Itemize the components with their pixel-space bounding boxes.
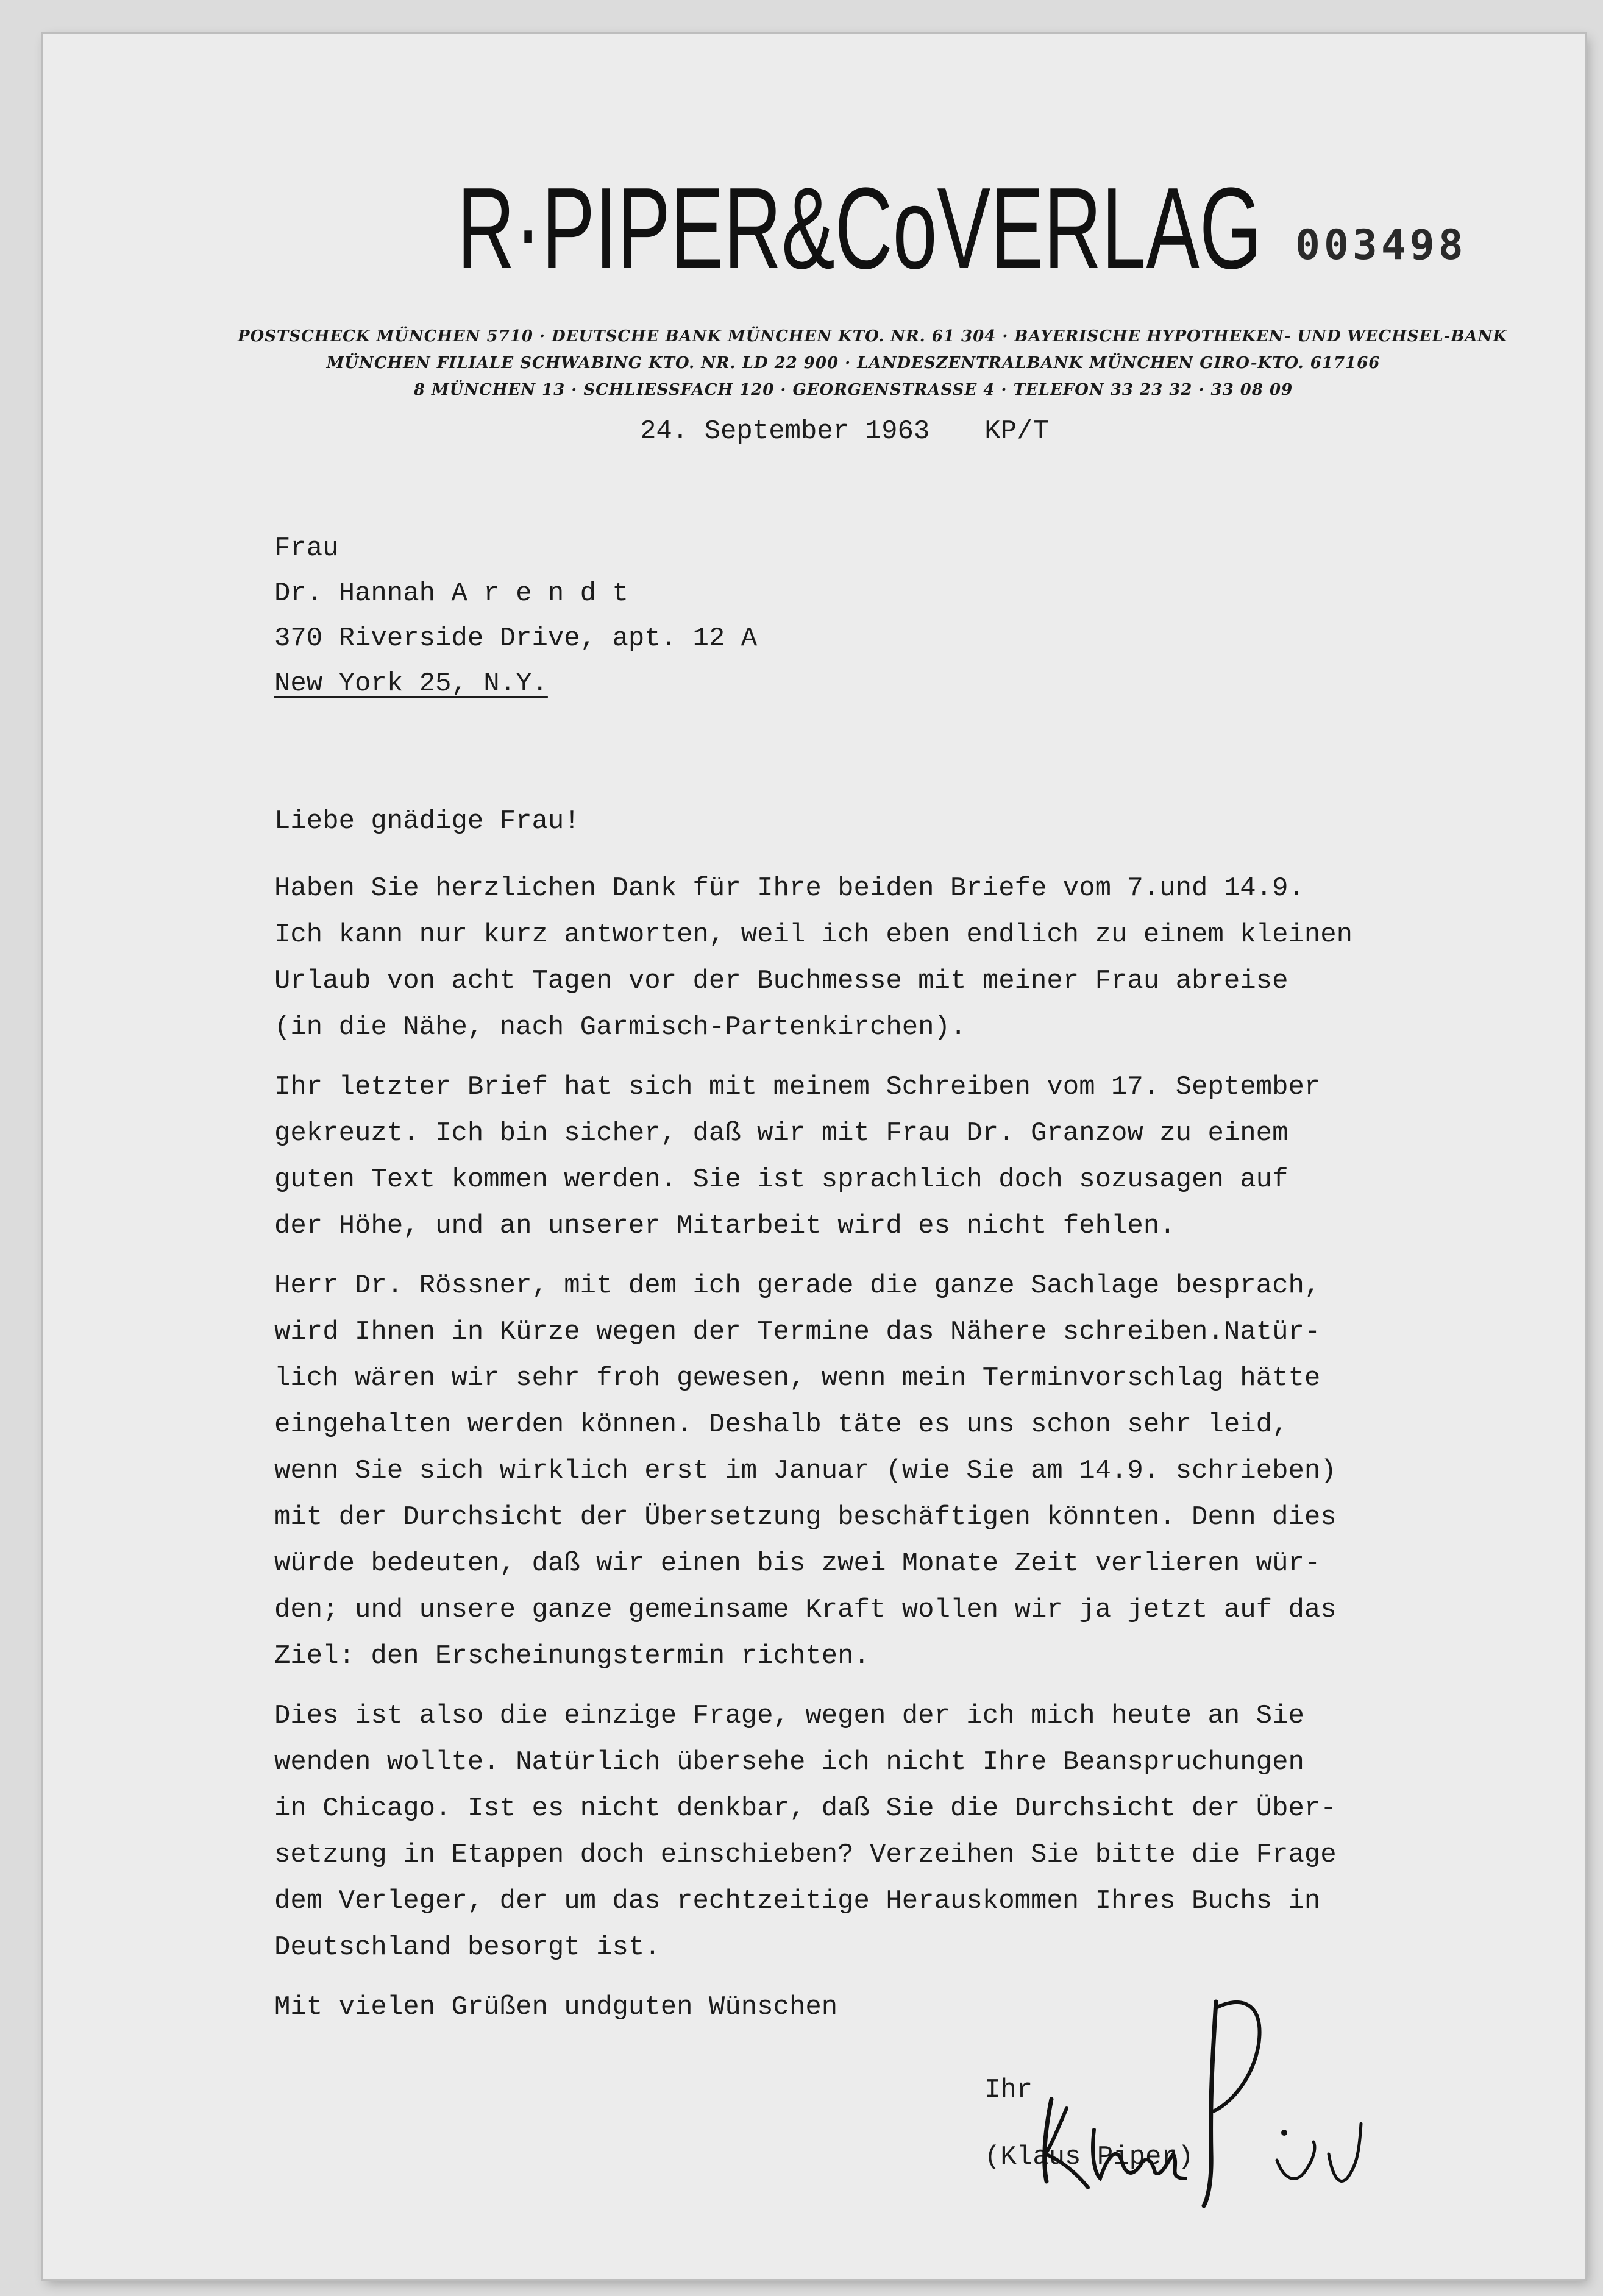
- address-line: Frau: [274, 533, 339, 564]
- text-line: Ich kann nur kurz antworten, weil ich eben endlich zu einem kleinen: [274, 919, 1353, 950]
- text-line: Dies ist also die einzige Frage, wegen der ich mich heute an Sie: [274, 1701, 1304, 1731]
- text-line: Urlaub von acht Tagen vor der Buchmesse mit meiner Frau abreise: [274, 966, 1288, 996]
- text-line: wenn Sie sich wirklich erst im Januar (wie Sie am 14.9. schrieben): [274, 1456, 1337, 1486]
- reference-code: KP/T: [984, 416, 1049, 447]
- text-line: wird Ihnen in Kürze wegen der Termine das Nähere schreiben.Natür-: [274, 1317, 1321, 1347]
- text-line: Herr Dr. Rössner, mit dem ich gerade die ganze Sachlage besprach,: [274, 1270, 1321, 1301]
- address-line: 370 Riverside Drive, apt. 12 A: [274, 623, 758, 654]
- text-line: setzung in Etappen doch einschieben? Verzeihen Sie bitte die Frage: [274, 1840, 1337, 1870]
- address-line: Dr. Hannah A r e n d t: [274, 578, 628, 609]
- text-line: Ziel: den Erscheinungstermin richten.: [274, 1641, 870, 1671]
- text-line: guten Text kommen werden. Sie ist sprachlich doch sozusagen auf: [274, 1164, 1288, 1195]
- signature-ihr: Ihr: [984, 2075, 1033, 2105]
- paragraph: [274, 1064, 1579, 1249]
- address-line: New York 25, N.Y.: [274, 668, 548, 699]
- bank-details: [238, 323, 1507, 403]
- text-line: Deutschland besorgt ist.: [274, 1932, 661, 1963]
- text-line: den; und unsere ganze gemeinsame Kraft wollen wir ja jetzt auf das: [274, 1595, 1337, 1625]
- text-line: Ihr letzter Brief hat sich mit meinem Schreiben vom 17. September: [274, 1072, 1321, 1102]
- text-line: Haben Sie herzlichen Dank für Ihre beiden Briefe vom 7.und 14.9.: [274, 873, 1304, 904]
- paragraph: [274, 865, 1579, 1051]
- text-line: würde bedeuten, daß wir einen bis zwei Monate Zeit verlieren wür-: [274, 1548, 1321, 1579]
- closing: Mit vielen Grüßen undguten Wünschen: [274, 1992, 838, 2022]
- publisher-logo-text: R·PIPER&CoVERLAG: [457, 164, 1262, 293]
- text-line: wenden wollte. Natürlich übersehe ich nicht Ihre Beanspruchungen: [274, 1747, 1304, 1777]
- text-line: mit der Durchsicht der Übersetzung beschäftigen könnten. Denn dies: [274, 1502, 1337, 1532]
- salutation: Liebe gnädige Frau!: [274, 806, 580, 837]
- date-line: [640, 416, 1049, 447]
- text-line: dem Verleger, der um das rechtzeitige Herauskommen Ihres Buchs in: [274, 1886, 1321, 1916]
- paragraph: [274, 1263, 1579, 1679]
- text-line: lich wären wir sehr froh gewesen, wenn mein Terminvorschlag hätte: [274, 1363, 1321, 1394]
- signature-block: [984, 2069, 1411, 2227]
- text-line: der Höhe, und an unserer Mitarbeit wird es nicht fehlen.: [274, 1211, 1176, 1241]
- publisher-logo: [445, 131, 1274, 320]
- letter-date: 24. September 1963: [640, 416, 930, 447]
- text-line: (in die Nähe, nach Garmisch-Partenkirchen).: [274, 1012, 967, 1043]
- text-line: in Chicago. Ist es nicht denkbar, daß Sie die Durchsicht der Über-: [274, 1793, 1337, 1824]
- bank-line: MÜNCHEN FILIALE SCHWABING KTO. NR. LD 22 900 · LANDESZENTRALBANK MÜNCHEN GIRO-KTO. 617166: [326, 354, 1381, 372]
- letter-sheet: [43, 34, 1585, 2279]
- bank-line: POSTSCHECK MÜNCHEN 5710 · DEUTSCHE BANK MÜNCHEN KTO. NR. 61 304 · BAYERISCHE HYPOTHEKEN- UND WECHSEL-BANK: [238, 327, 1507, 345]
- letter-body: [274, 798, 1579, 2044]
- text-line: gekreuzt. Ich bin sicher, daß wir mit Frau Dr. Granzow zu einem: [274, 1118, 1288, 1149]
- bank-line: 8 MÜNCHEN 13 · SCHLIESSFACH 120 · GEORGENSTRASSE 4 · TELEFON 33 23 32 · 33 08 09: [413, 381, 1293, 399]
- handwritten-signature: [1009, 1977, 1387, 2209]
- paragraph: [274, 1693, 1579, 1971]
- signatory-name: (Klaus Piper): [984, 2142, 1194, 2172]
- recipient-address: [274, 526, 757, 706]
- file-number-stamp: 003498: [1295, 221, 1467, 269]
- text-line: eingehalten werden können. Deshalb täte es uns schon sehr leid,: [274, 1409, 1288, 1440]
